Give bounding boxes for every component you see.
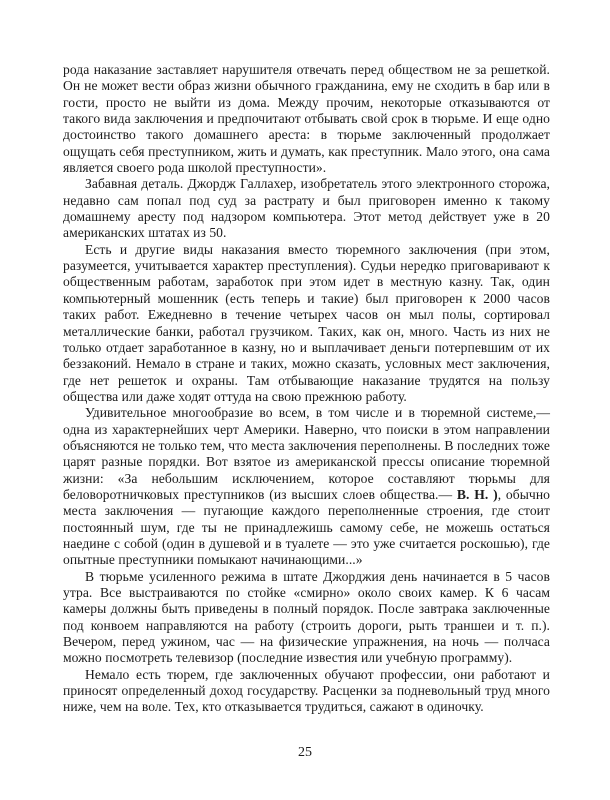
quote-tail: , обычно места заключения — пугающие каждого переполненные строения, где стоит постоянный шум, где ты не принадлежишь самому себе, не можешь остаться наедине с собой (один в душевой и в туалете — это уже считается роскошью), где опытные преступники помыкают начинающими...» (63, 486, 550, 568)
paragraph-alternative-punishments: Есть и другие виды наказания вместо тюремного заключения (при этом, разумеется, учитывается характер преступления). Судьи нередко приговаривают к общественным работам, заработок при этом идет в местную казну. Так, один компьютерный мошенник (есть теперь и такие) был приговорен к 2000 часов таких работ. Ежедневно в течение четырех часов он мыл полы, сортировал металлические банки, работал грузчиком. Таких, как он, много. Часть из них не только отдает заработанное в казну, но и выплачивает деньги потерпевшим от их беззаконий. Немало в стране и таких, можно сказать, условных мест заключения, где нет решеток и охраны. Там отбывающие наказание трудятся на пользу общества или даже ходят оттуда на свою прежнюю работу. (63, 241, 550, 404)
body-text (63, 62, 550, 716)
paragraph-continuation: рода наказание заставляет нарушителя отвечать перед обществом не за решеткой. Он не может вести образ жизни обычного гражданина, ему не сходить в бар или в гости, просто не выйти из дома. Между прочим, некоторые отказываются от такого вида заключения и предпочитают отбывать свой срок в тюрьме. И еще одно достоинство такого домашнего ареста: в тюрьме заключенный продолжает ощущать себя преступником, жить и думать, как преступник. Мало этого, она сама является своего рода школой преступности». (63, 62, 550, 176)
paragraph-prison-labor: Немало есть тюрем, где заключенных обучают профессии, они работают и приносят определенный доход государству. Расценки за подневольный труд много ниже, чем на воле. Тех, кто отказывается трудиться, сажают в одиночку. (63, 666, 550, 715)
paragraph-prison-diversity-text: Удивительное многообразие во всем, в том числе и в тюремной системе,— одна из характернейших черт Америки. Наверно, что поиски в этом направлении объясняются не только тем, что места заключения переполнены. В последних тоже царят разные порядки. Вот взятое из американской прессы описание тюремной жизни: «За небольшим исключением, которое составляют тюрьмы для беловоротничковых преступников (из высших слоев общества.— (63, 405, 550, 502)
author-initials: В. Н. ) (456, 486, 498, 502)
paragraph-prison-diversity (63, 405, 550, 568)
paragraph-gallagher: Забавная деталь. Джордж Галлахер, изобретатель этого электронного сторожа, недавно сам попал под суд за растрату и был приговорен именно к такому домашнему аресту под надзором компьютера. Этот метод действует уже в 20 американских штатах из 50. (63, 176, 550, 241)
paragraph-georgia-prison: В тюрьме усиленного режима в штате Джорджия день начинается в 5 часов утра. Все выстраиваются по стойке «смирно» около своих камер. К 6 часам камеры должны быть приведены в полный порядок. После завтрака заключенные под конвоем направляются на работу (строить дороги, рыть траншеи и т. п.). Вечером, перед ужином, час — на физические упражнения, на ночь — полчаса можно посмотреть телевизор (последние известия или учебную программу). (63, 568, 550, 666)
page-number: 25 (298, 745, 312, 760)
